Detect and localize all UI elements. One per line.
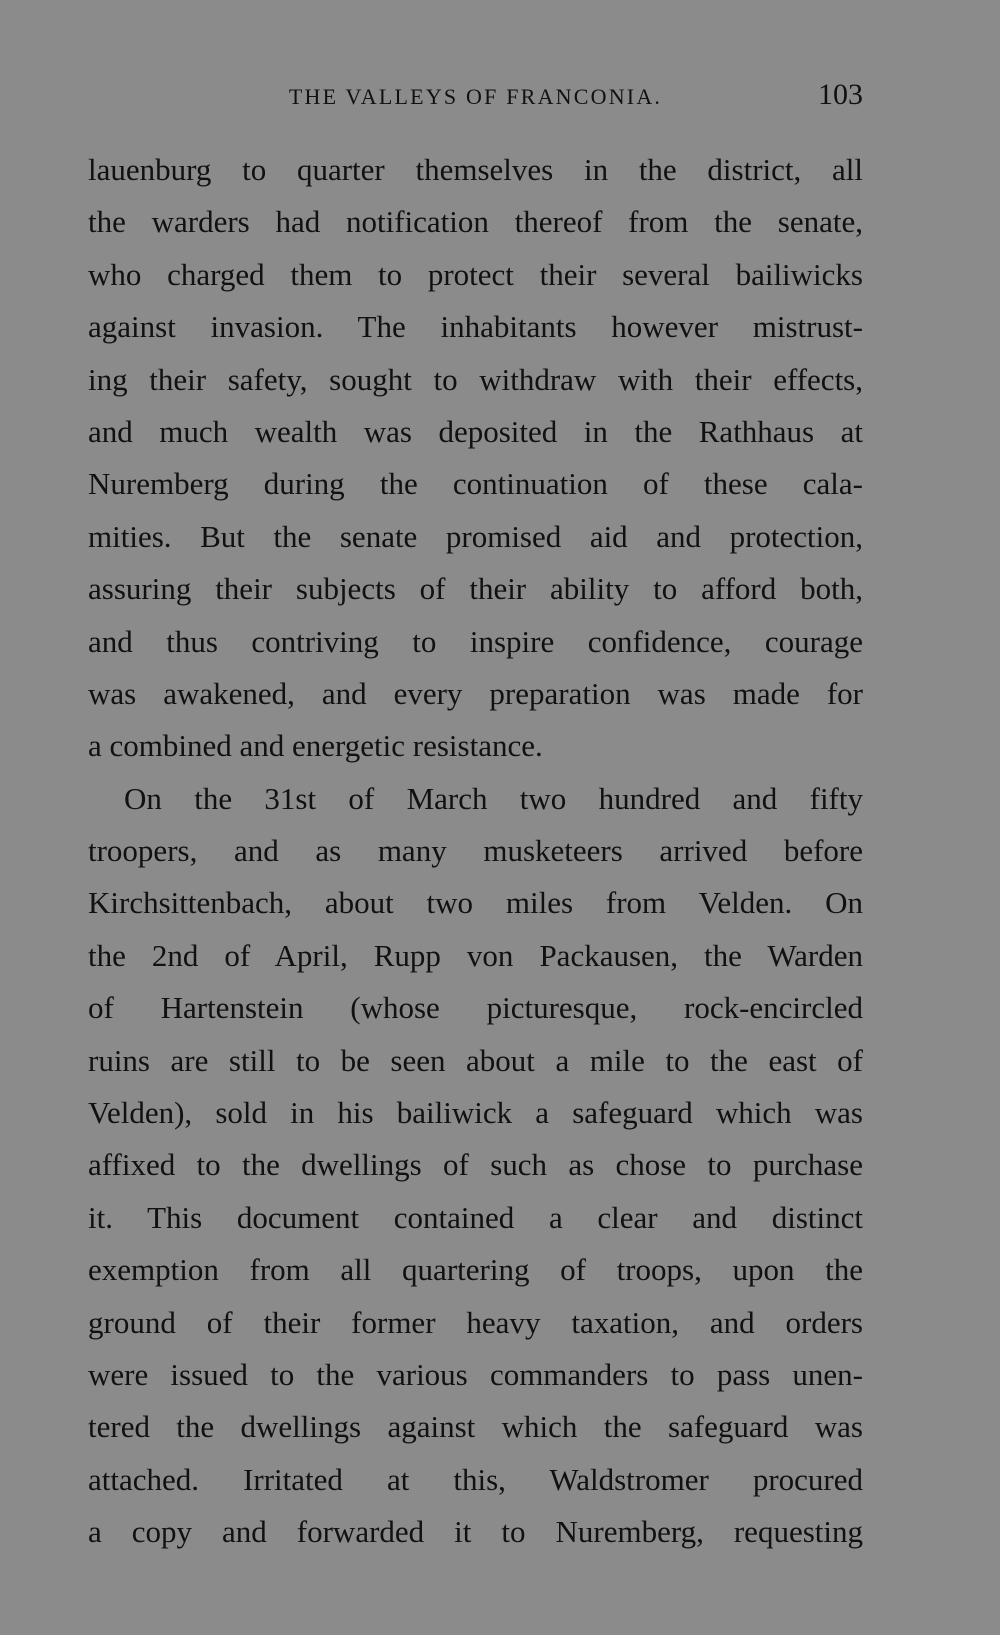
text-line: and thus contriving to inspire confidence, courage (88, 623, 863, 659)
text-line: lauenburg to quarter themselves in the district, all (88, 152, 863, 187)
running-head (88, 78, 863, 118)
text-line: Nuremberg during the continuation of these cala- (88, 466, 863, 502)
text-line: exemption from all quartering of troops, upon the (88, 1252, 863, 1288)
text-line: attached. Irritated at this, Waldstromer procured (88, 1461, 863, 1497)
paragraph-end-line: a combined and energetic resistance. (88, 728, 543, 764)
running-title: THE VALLEYS OF FRANCONIA. (288, 84, 663, 109)
text-line: mities. But the senate promised aid and protection, (88, 518, 863, 554)
text-line: and much wealth was deposited in the Rathhaus at (88, 413, 863, 449)
page-number: 103 (818, 78, 863, 111)
text-line: the warders had notification thereof from the senate, (88, 204, 863, 240)
text-line: tered the dwellings against which the safeguard was (88, 1409, 863, 1445)
paragraph-start-line: On the 31st of March two hundred and fifty (124, 780, 863, 816)
text-line: of Hartenstein (whose picturesque, rock-encircled (88, 990, 863, 1026)
text-line: affixed to the dwellings of such as chose to purchase (88, 1147, 863, 1183)
text-line: it. This document contained a clear and distinct (88, 1199, 863, 1235)
text-line: against invasion. The inhabitants however mistrust- (88, 309, 863, 345)
text-line: the 2nd of April, Rupp von Packausen, the Warden (88, 937, 863, 973)
text-line: was awakened, and every preparation was made for (88, 675, 863, 711)
text-line: who charged them to protect their several bailiwicks (88, 256, 863, 292)
text-line: ground of their former heavy taxation, and orders (88, 1304, 863, 1340)
text-line: were issued to the various commanders to pass unen- (88, 1356, 863, 1392)
text-line: troopers, and as many musketeers arrived before (88, 833, 863, 869)
body-text (88, 144, 863, 1559)
text-line: Kirchsittenbach, about two miles from Velden. On (88, 885, 863, 921)
text-line: ruins are still to be seen about a mile to the east of (88, 1042, 863, 1078)
text-line: Velden), sold in his bailiwick a safeguard which was (88, 1095, 863, 1131)
text-line: ing their safety, sought to withdraw with their effects, (88, 361, 863, 397)
text-line: assuring their subjects of their ability to afford both, (88, 571, 863, 607)
text-line: a copy and forwarded it to Nuremberg, requesting (88, 1514, 863, 1550)
